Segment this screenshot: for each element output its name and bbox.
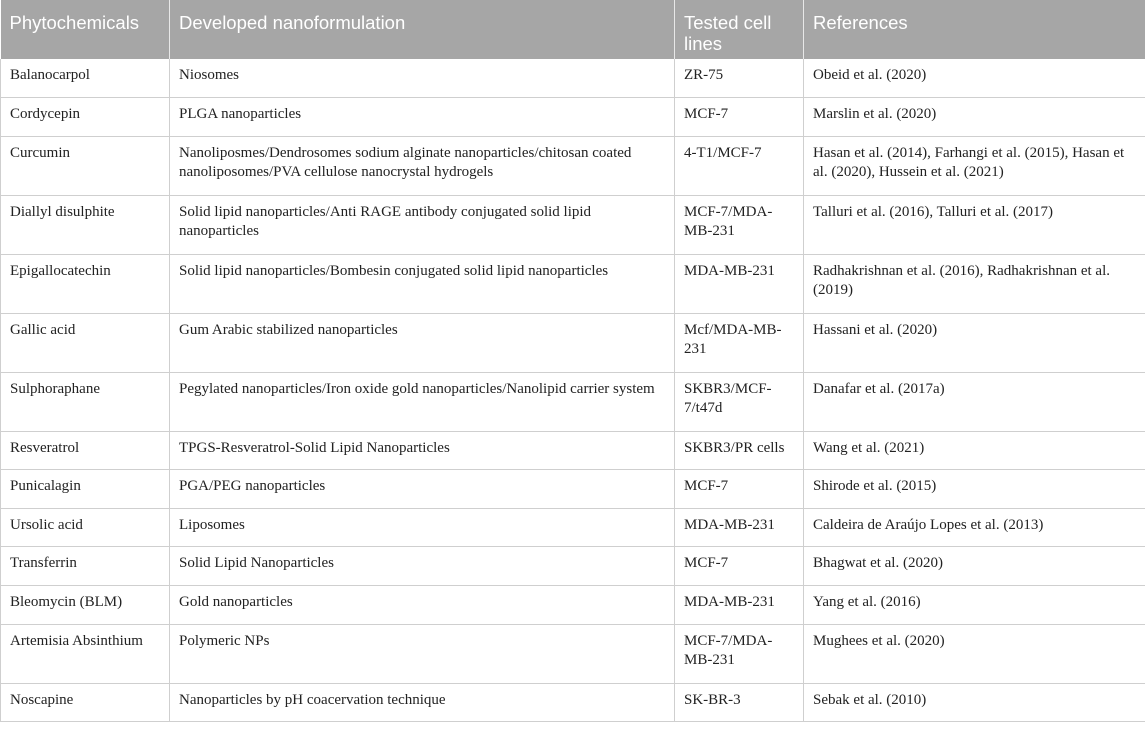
cell-nanoformulation: Niosomes bbox=[170, 59, 675, 98]
cell-cell-lines: ZR-75 bbox=[675, 59, 804, 98]
cell-references: Yang et al. (2016) bbox=[804, 586, 1145, 625]
cell-nanoformulation: PGA/PEG nanoparticles bbox=[170, 470, 675, 509]
cell-nanoformulation: PLGA nanoparticles bbox=[170, 98, 675, 137]
cell-cell-lines: MCF-7 bbox=[675, 547, 804, 586]
table-row bbox=[1, 98, 1145, 137]
cell-references: Wang et al. (2021) bbox=[804, 431, 1145, 470]
cell-phytochemical: Curcumin bbox=[1, 136, 170, 195]
cell-nanoformulation: Nanoliposmes/Dendrosomes sodium alginate nanoparticles/chitosan coated nanoliposomes/PVA cellulose nanocrystal hydrogels bbox=[170, 136, 675, 195]
cell-references: Hasan et al. (2014), Farhangi et al. (2015), Hasan et al. (2020), Hussein et al. (2021) bbox=[804, 136, 1145, 195]
cell-phytochemical: Resveratrol bbox=[1, 431, 170, 470]
cell-phytochemical: Sulphoraphane bbox=[1, 372, 170, 431]
table-row bbox=[1, 313, 1145, 372]
cell-phytochemical: Bleomycin (BLM) bbox=[1, 586, 170, 625]
table-row bbox=[1, 372, 1145, 431]
cell-cell-lines: MCF-7/MDA-MB-231 bbox=[675, 195, 804, 254]
cell-cell-lines: MCF-7 bbox=[675, 98, 804, 137]
cell-cell-lines: SKBR3/MCF-7/t47d bbox=[675, 372, 804, 431]
table-row bbox=[1, 683, 1145, 722]
cell-phytochemical: Noscapine bbox=[1, 683, 170, 722]
cell-cell-lines: SK-BR-3 bbox=[675, 683, 804, 722]
header-row bbox=[1, 0, 1145, 59]
cell-cell-lines: MCF-7 bbox=[675, 470, 804, 509]
header-developed-nanoformulation: Developed nanoformulation bbox=[170, 0, 675, 59]
cell-cell-lines: MCF-7/MDA-MB-231 bbox=[675, 624, 804, 683]
table-row bbox=[1, 59, 1145, 98]
cell-nanoformulation: Solid lipid nanoparticles/Bombesin conjugated solid lipid nanoparticles bbox=[170, 254, 675, 313]
cell-cell-lines: MDA-MB-231 bbox=[675, 586, 804, 625]
cell-references: Talluri et al. (2016), Talluri et al. (2017) bbox=[804, 195, 1145, 254]
header-tested-cell-lines: Tested cell lines bbox=[675, 0, 804, 59]
table-row bbox=[1, 470, 1145, 509]
cell-nanoformulation: Pegylated nanoparticles/Iron oxide gold nanoparticles/Nanolipid carrier system bbox=[170, 372, 675, 431]
cell-cell-lines: MDA-MB-231 bbox=[675, 254, 804, 313]
cell-phytochemical: Ursolic acid bbox=[1, 508, 170, 547]
table-row bbox=[1, 586, 1145, 625]
cell-references: Marslin et al. (2020) bbox=[804, 98, 1145, 137]
table-row bbox=[1, 195, 1145, 254]
cell-nanoformulation: Gold nanoparticles bbox=[170, 586, 675, 625]
cell-phytochemical: Cordycepin bbox=[1, 98, 170, 137]
cell-nanoformulation: Solid Lipid Nanoparticles bbox=[170, 547, 675, 586]
cell-nanoformulation: Gum Arabic stabilized nanoparticles bbox=[170, 313, 675, 372]
table-body bbox=[1, 59, 1145, 722]
table-row bbox=[1, 508, 1145, 547]
cell-references: Caldeira de Araújo Lopes et al. (2013) bbox=[804, 508, 1145, 547]
cell-references: Danafar et al. (2017a) bbox=[804, 372, 1145, 431]
cell-nanoformulation: Solid lipid nanoparticles/Anti RAGE antibody conjugated solid lipid nanoparticles bbox=[170, 195, 675, 254]
cell-references: Radhakrishnan et al. (2016), Radhakrishnan et al. (2019) bbox=[804, 254, 1145, 313]
cell-nanoformulation: Polymeric NPs bbox=[170, 624, 675, 683]
cell-references: Mughees et al. (2020) bbox=[804, 624, 1145, 683]
cell-nanoformulation: Nanoparticles by pH coacervation technique bbox=[170, 683, 675, 722]
cell-cell-lines: Mcf/MDA-MB-231 bbox=[675, 313, 804, 372]
table-row bbox=[1, 136, 1145, 195]
cell-phytochemical: Gallic acid bbox=[1, 313, 170, 372]
cell-phytochemical: Diallyl disulphite bbox=[1, 195, 170, 254]
header-phytochemicals: Phytochemicals bbox=[1, 0, 170, 59]
cell-phytochemical: Epigallocatechin bbox=[1, 254, 170, 313]
table-header bbox=[1, 0, 1145, 59]
cell-phytochemical: Balanocarpol bbox=[1, 59, 170, 98]
cell-phytochemical: Punicalagin bbox=[1, 470, 170, 509]
cell-references: Sebak et al. (2010) bbox=[804, 683, 1145, 722]
cell-nanoformulation: Liposomes bbox=[170, 508, 675, 547]
cell-references: Bhagwat et al. (2020) bbox=[804, 547, 1145, 586]
cell-cell-lines: SKBR3/PR cells bbox=[675, 431, 804, 470]
cell-references: Hassani et al. (2020) bbox=[804, 313, 1145, 372]
table-row bbox=[1, 624, 1145, 683]
table-row bbox=[1, 431, 1145, 470]
cell-nanoformulation: TPGS-Resveratrol-Solid Lipid Nanoparticles bbox=[170, 431, 675, 470]
table-row bbox=[1, 254, 1145, 313]
cell-phytochemical: Artemisia Absinthium bbox=[1, 624, 170, 683]
cell-phytochemical: Transferrin bbox=[1, 547, 170, 586]
cell-references: Obeid et al. (2020) bbox=[804, 59, 1145, 98]
cell-references: Shirode et al. (2015) bbox=[804, 470, 1145, 509]
header-references: References bbox=[804, 0, 1145, 59]
cell-cell-lines: MDA-MB-231 bbox=[675, 508, 804, 547]
cell-cell-lines: 4-T1/MCF-7 bbox=[675, 136, 804, 195]
table-row bbox=[1, 547, 1145, 586]
